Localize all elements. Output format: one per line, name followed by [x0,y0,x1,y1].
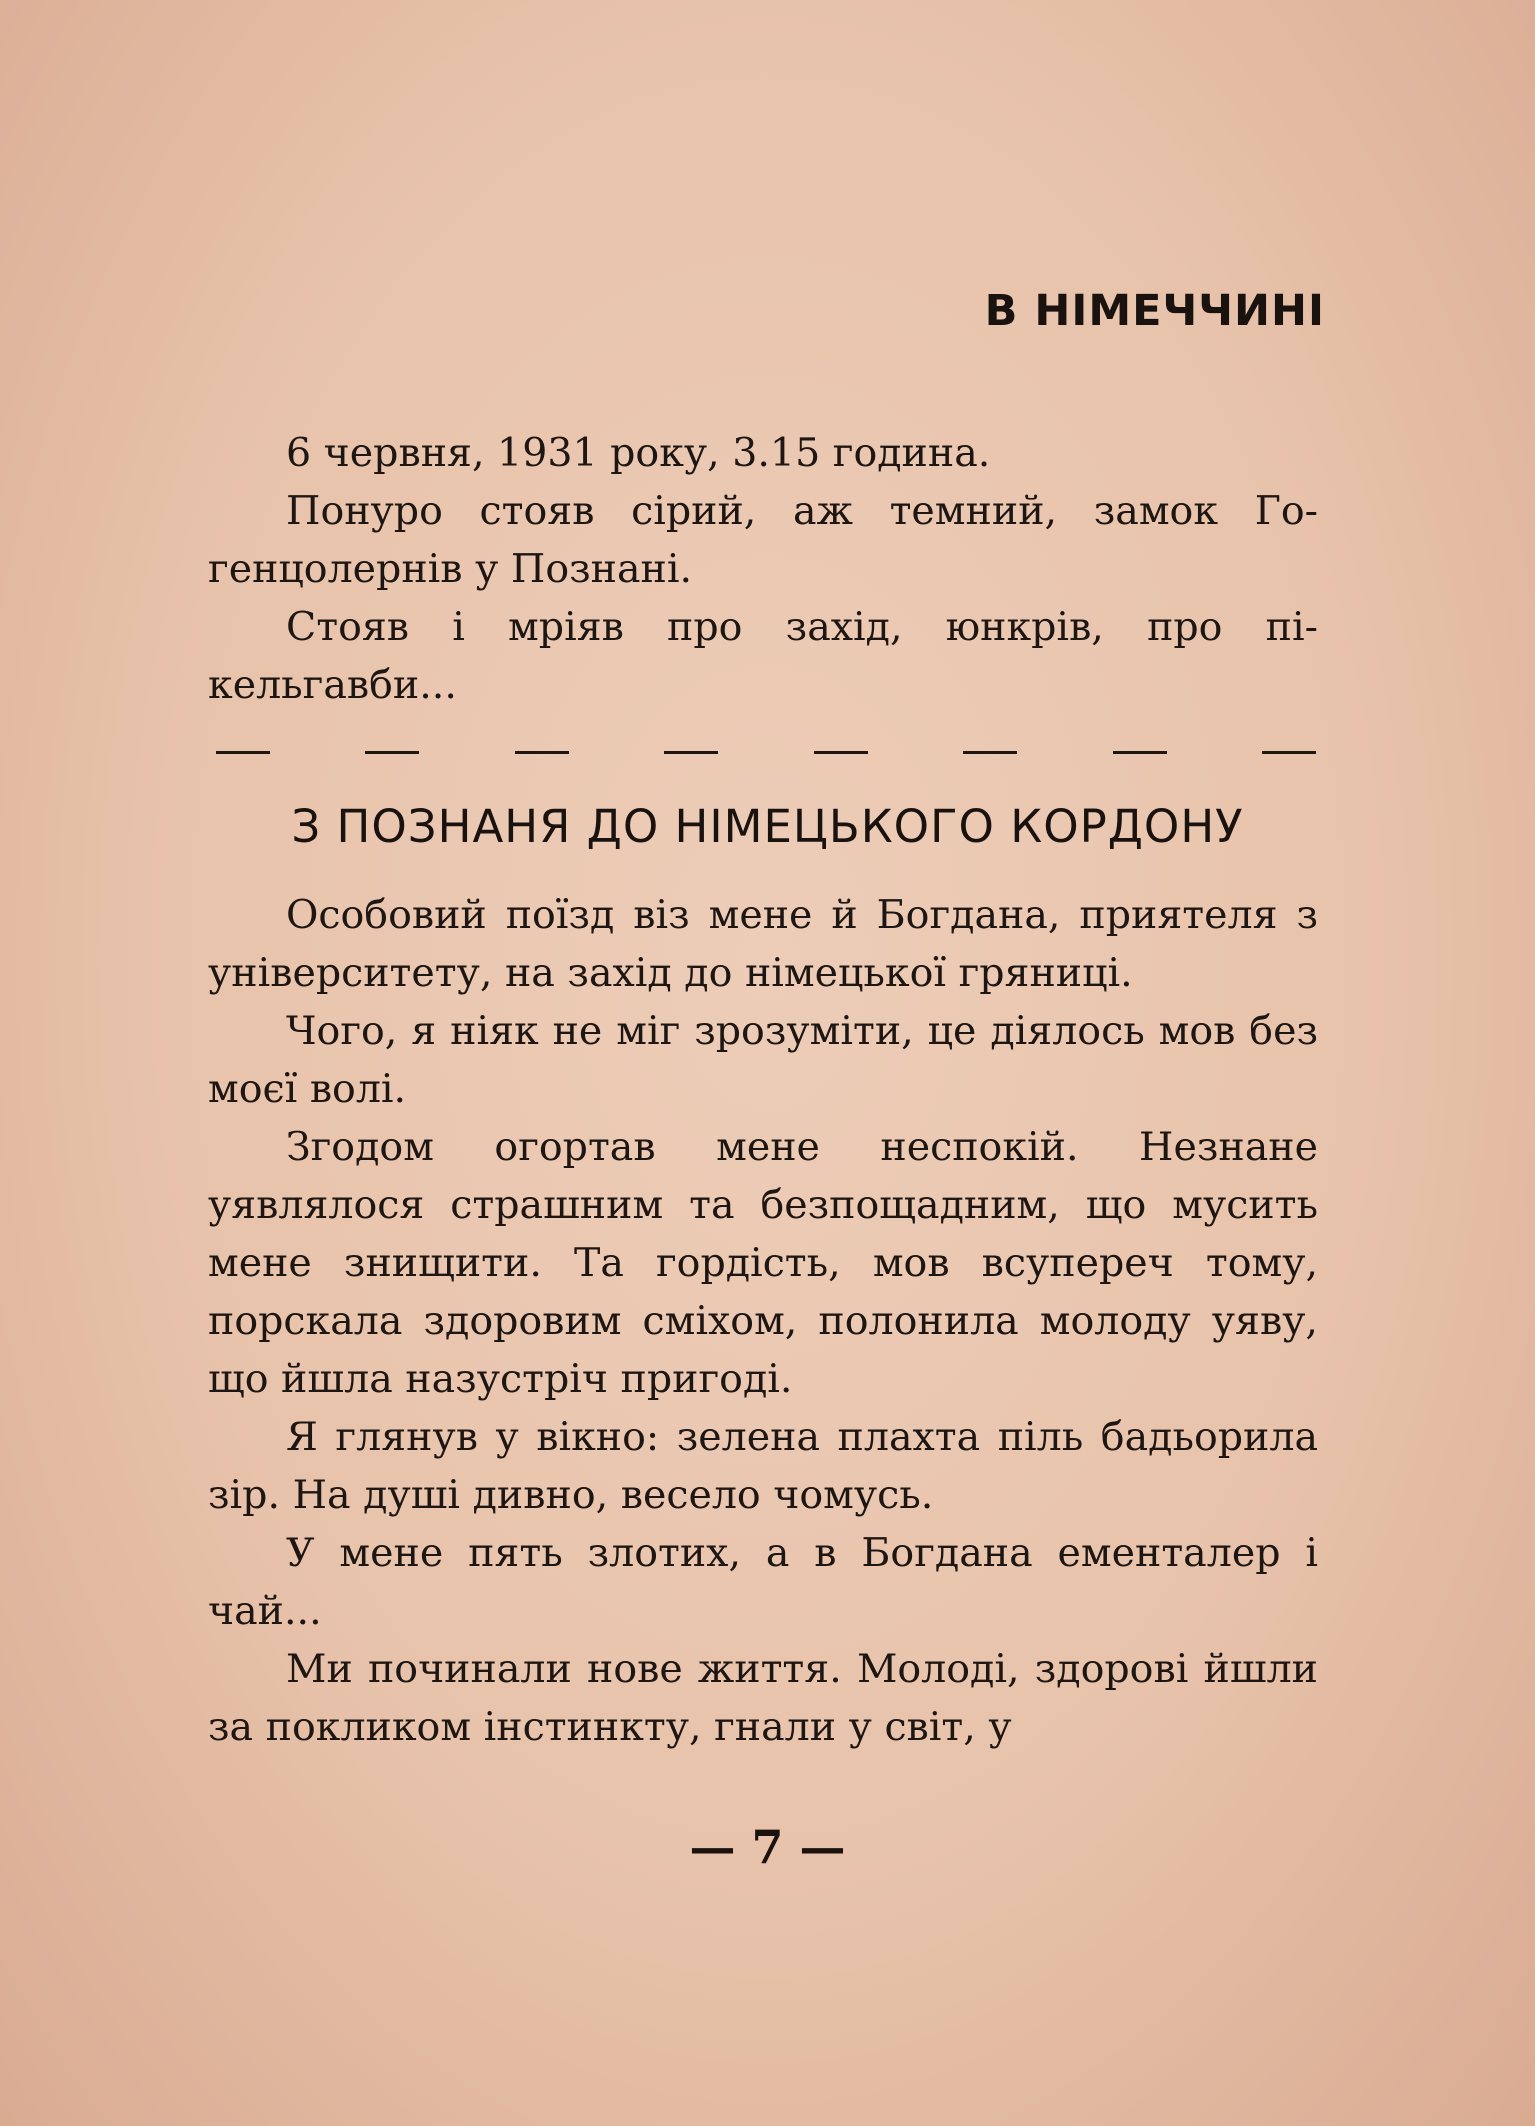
divider-dash [1113,751,1167,754]
paragraph: 6 червня, 1931 року, 3.15 година. [286,430,991,476]
paragraph: Згодом огортав мене неспокій. Незнане уявлялося страшним та безпощадним, що мусить мене знищити. Та гордість, мов всупереч тому, порскала здоровим сміхом, полонила молоду уяву, що йшла назустріч пригоді. [208,1124,1318,1402]
paragraph: Я глянув у вікно: зелена плахта піль бадьорила зір. На душі дивно, весело чомусь. [208,1414,1318,1518]
running-head: В НІМЕЧЧИНІ [984,286,1325,336]
paragraph: Понуро стояв сірий, аж темний, замок Гогенцолернів у Познані. [208,488,1318,592]
divider-dash [664,751,718,754]
intro-section [208,424,1318,714]
divider-dash [963,751,1017,754]
divider-dash [814,751,868,754]
section-title: З ПОЗНАНЯ ДО НІМЕЦЬКОГО КОРДОНУ [291,800,1244,853]
section-divider [216,751,1316,754]
paragraph: У мене пять злотих, а в Богдана ементалер і чай... [208,1530,1318,1634]
paragraph: Стояв і мріяв про захід, юнкрів, про пікельгавби... [208,604,1318,708]
divider-dash [216,751,270,754]
divider-dash [1262,751,1316,754]
divider-dash [515,751,569,754]
main-section [208,886,1318,1756]
paragraph: Чого, я ніяк не міг зрозуміти, це діялось мов без моєї волі. [208,1008,1318,1112]
page-number: — 7 — [689,1820,846,1874]
divider-dash [365,751,419,754]
paragraph: Особовий поїзд віз мене й Богдана, приятеля з університету, на захід до німецької гряниці. [208,892,1318,996]
paragraph: Ми починали нове життя. Молоді, здорові йшли за покликом інстинкту, гнали у світ, у [208,1646,1318,1750]
